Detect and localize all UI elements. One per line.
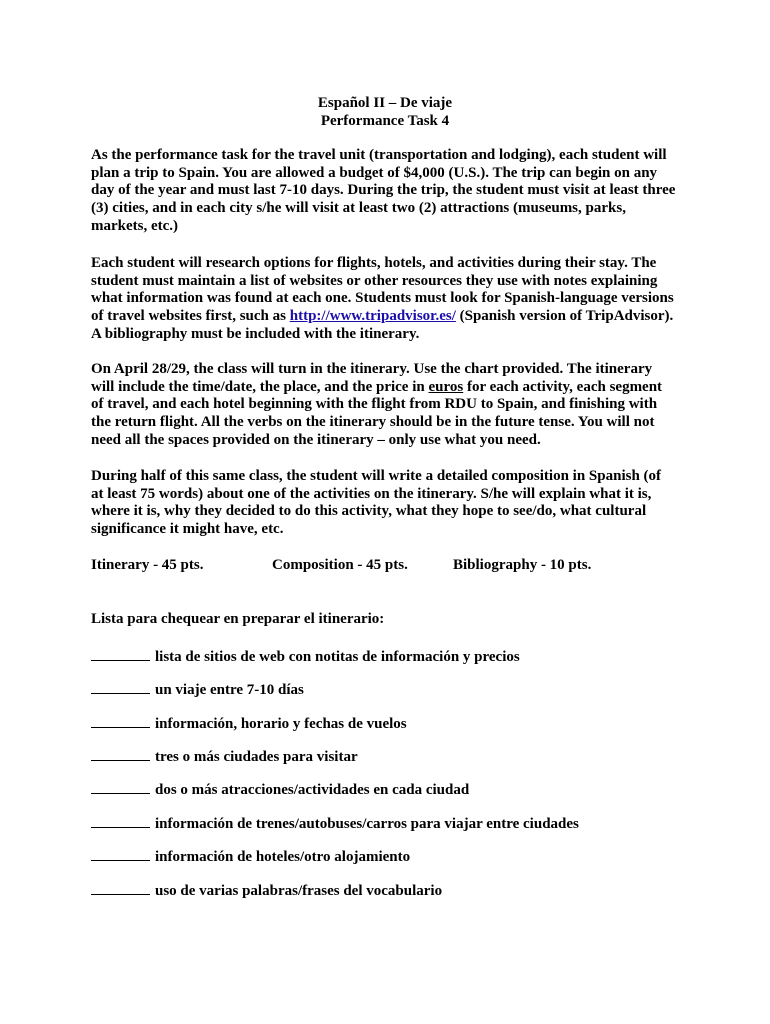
- euros-underlined: euros: [428, 378, 464, 395]
- itinerary-points: Itinerary - 45 pts.: [91, 557, 204, 573]
- bibliography-points: Bibliography - 10 pts.: [453, 557, 592, 573]
- tripadvisor-link[interactable]: http://www.tripadvisor.es/: [289, 308, 456, 325]
- checklist-item-label: información de hoteles/otro alojamiento: [155, 849, 411, 865]
- checklist-blank-line[interactable]: [91, 680, 150, 694]
- checklist-item-label: lista de sitios de web con notitas de información y precios: [155, 649, 520, 665]
- checklist-blank-line[interactable]: [91, 780, 150, 794]
- composition-points: Composition - 45 pts.: [272, 557, 408, 573]
- checklist-item-label: información de trenes/autobuses/carros para viajar entre ciudades: [155, 816, 579, 832]
- checklist-item-label: información, horario y fechas de vuelos: [155, 716, 407, 732]
- paragraph-itinerary: [91, 361, 676, 450]
- document-header: [0, 94, 770, 130]
- paragraph-research-text-1: Each student will research options for flights, hotels, and activities during their stay. The student must maintain a list of websites or other resources they use with notes explaining what information was found at each one. Students must look for Spanish-language versions of travel websites first, such as: [91, 255, 674, 325]
- checklist-item-label: dos o más atracciones/actividades en cada ciudad: [155, 782, 470, 798]
- paragraph-research: [91, 255, 676, 344]
- checklist-blank-line[interactable]: [91, 847, 150, 861]
- paragraph-research-text-2: (Spanish version of TripAdvisor). A bibliography must be included with the itinerary.: [91, 308, 674, 342]
- checklist-item: [91, 647, 520, 665]
- checklist-item: [91, 881, 442, 899]
- checklist-item: [91, 714, 407, 732]
- checklist-item-label: tres o más ciudades para visitar: [155, 749, 358, 765]
- checklist-title: Lista para chequear en preparar el itinerario:: [91, 611, 385, 627]
- checklist-blank-line[interactable]: [91, 714, 150, 728]
- checklist-blank-line[interactable]: [91, 747, 150, 761]
- paragraph-composition: During half of this same class, the student will write a detailed composition in Spanish (of at least 75 words) about one of the activities on the itinerary. S/he will explain what it is, where it is, why they decided to do this activity, what they hope to see/do, what cultural significance it might have, etc.: [91, 468, 662, 538]
- document-subtitle: Performance Task 4: [320, 113, 450, 129]
- paragraph-itinerary-text-1: On April 28/29, the class will turn in the itinerary. Use the chart provided. The itinerary will include the time/date, the place, and the price in: [91, 361, 653, 395]
- document-title: Español II – De viaje: [317, 95, 453, 111]
- checklist-item-label: un viaje entre 7-10 días: [155, 682, 304, 698]
- checklist-blank-line[interactable]: [91, 881, 150, 895]
- points-breakdown: [91, 557, 691, 575]
- paragraph-itinerary-text-2: for each activity, each segment of travel, and each hotel beginning with the flight from RDU to Spain, and finishing with the return flight. All the verbs on the itinerary should be in the future tense. You will not need all the spaces provided on the itinerary – only use what you need.: [91, 378, 663, 448]
- checklist-item: [91, 747, 358, 765]
- checklist-item: [91, 814, 579, 832]
- checklist-blank-line[interactable]: [91, 814, 150, 828]
- checklist-item: [91, 780, 469, 798]
- paragraph-task-overview: As the performance task for the travel unit (transportation and lodging), each student will plan a trip to Spain. You are allowed a budget of $4,000 (U.S.). The trip can begin on any day of the year and must last 7-10 days. During the trip, the student must visit at least three (3) cities, and in each city s/he will visit at least two (2) attractions (museums, parks, markets, etc.): [91, 147, 676, 234]
- checklist-blank-line[interactable]: [91, 647, 150, 661]
- checklist-item: [91, 680, 304, 698]
- checklist-item: [91, 847, 410, 865]
- checklist-item-label: uso de varias palabras/frases del vocabulario: [155, 883, 443, 899]
